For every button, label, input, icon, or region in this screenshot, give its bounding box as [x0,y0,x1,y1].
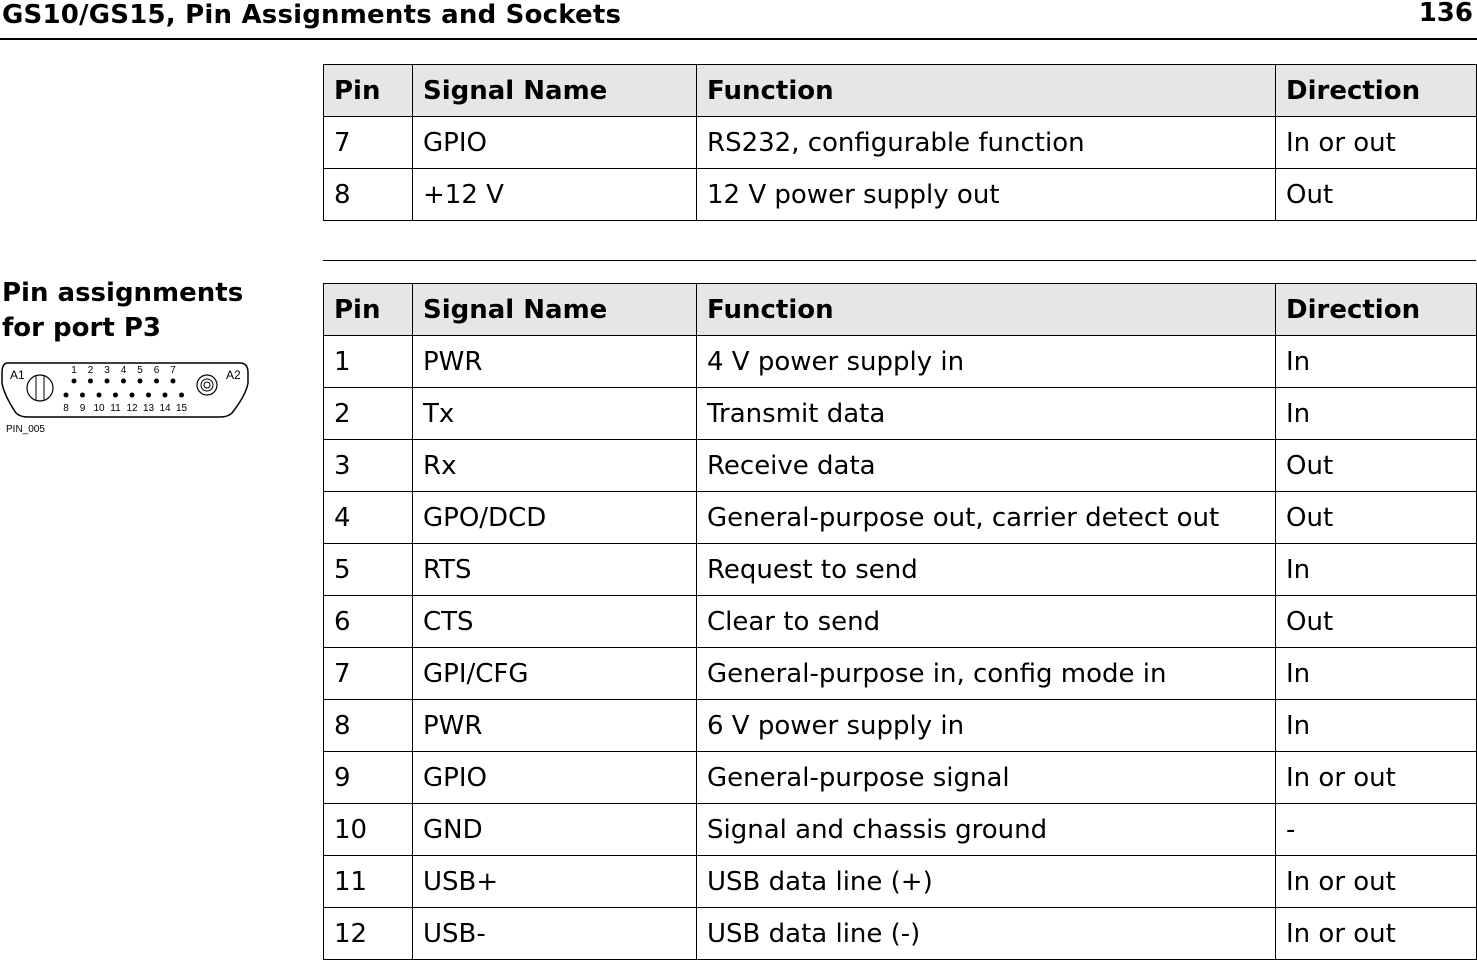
cell-pin: 6 [324,596,413,648]
section-heading [2,276,243,346]
cell-pin: 5 [324,544,413,596]
cell-pin: 1 [324,336,413,388]
connector-pin-label: 5 [137,365,143,376]
connector-pin-dot [72,379,77,384]
table-row [324,752,1477,804]
connector-pin-label: 4 [120,365,127,376]
connector-label-a1: A1 [10,368,25,382]
connector-pin-dot [97,393,102,398]
connector-pin-dot [154,379,159,384]
cell-signal-name: PWR [413,700,697,752]
connector-pin-dot [80,393,85,398]
connector-pin-label: 9 [79,403,86,414]
connector-pin-dot [146,393,151,398]
connector-pin-dot [130,393,135,398]
table-row [324,388,1477,440]
cell-direction: In [1276,336,1477,388]
section-divider [323,260,1476,261]
column-header-direction: Direction [1276,284,1477,336]
page-header [0,0,1477,40]
cell-direction: In or out [1276,856,1477,908]
cell-function: General-purpose signal [697,752,1276,804]
connector-pin-dot [113,393,118,398]
cell-pin: 4 [324,492,413,544]
table-row [324,908,1477,960]
connector-pin-dot [121,379,126,384]
connector-pin-label: 13 [142,403,155,414]
connector-pin-label: 11 [110,403,121,414]
column-header-pin: Pin [324,284,413,336]
cell-direction: In [1276,388,1477,440]
section-heading-line2: for port P3 [2,313,161,343]
cell-signal-name: USB+ [413,856,697,908]
cell-signal-name: Rx [413,440,697,492]
column-header-function: Function [697,65,1276,117]
cell-function: USB data line (-) [697,908,1276,960]
cell-signal-name: GPIO [413,752,697,804]
section-heading-line1: Pin assignments [2,278,244,308]
cell-pin: 11 [324,856,413,908]
table-row [324,856,1477,908]
connector-pin-dot [64,393,69,398]
connector-pin-label: 15 [175,403,188,414]
cell-signal-name: USB- [413,908,697,960]
connector-pin-label: 10 [93,403,105,414]
pin-table-continued [323,64,1477,221]
cell-pin: 12 [324,908,413,960]
cell-pin: 2 [324,388,413,440]
column-header-signal-name: Signal Name [413,284,697,336]
cell-direction: Out [1276,492,1477,544]
page-title: GS10/GS15, Pin Assignments and Sockets [2,0,622,30]
cell-signal-name: +12 V [413,169,697,221]
table-row [324,596,1477,648]
cell-direction: In [1276,544,1477,596]
cell-function: Receive data [697,440,1276,492]
connector-pin-label: 14 [159,403,171,414]
connector-label-a2: A2 [226,368,241,382]
connector-pin-dot [179,393,184,398]
cell-function: Transmit data [697,388,1276,440]
table-row [324,440,1477,492]
cell-direction: Out [1276,596,1477,648]
connector-pin-label: 8 [63,403,69,414]
cell-direction: In [1276,700,1477,752]
cell-pin: 10 [324,804,413,856]
cell-signal-name: GND [413,804,697,856]
cell-direction: Out [1276,440,1477,492]
connector-pin-label: 12 [126,403,138,414]
column-header-signal-name: Signal Name [413,65,697,117]
cell-direction: In [1276,648,1477,700]
table-row [324,648,1477,700]
table-row [324,117,1477,169]
cell-signal-name: GPO/DCD [413,492,697,544]
cell-direction: In or out [1276,117,1477,169]
table-row [324,169,1477,221]
cell-pin: 8 [324,169,413,221]
connector-pin-label: 6 [153,365,160,376]
cell-pin: 8 [324,700,413,752]
cell-function: RS232, configurable function [697,117,1276,169]
cell-direction: Out [1276,169,1477,221]
cell-signal-name: CTS [413,596,697,648]
page-number: 136 [1418,0,1473,28]
cell-pin: 3 [324,440,413,492]
cell-function: General-purpose in, config mode in [697,648,1276,700]
coax-socket-inner [204,382,210,388]
cell-direction: - [1276,804,1477,856]
connector-pin-dot [88,379,93,384]
table-row [324,804,1477,856]
cell-pin: 9 [324,752,413,804]
cell-function: 12 V power supply out [697,169,1276,221]
port-p3-connector-diagram [0,355,252,425]
cell-function: USB data line (+) [697,856,1276,908]
cell-function: Signal and chassis ground [697,804,1276,856]
cell-pin: 7 [324,648,413,700]
connector-pin-dot [105,379,110,384]
cell-signal-name: GPIO [413,117,697,169]
connector-pin-dot [171,379,176,384]
cell-function: General-purpose out, carrier detect out [697,492,1276,544]
table-row [324,492,1477,544]
table-row [324,544,1477,596]
cell-function: 4 V power supply in [697,336,1276,388]
connector-pin-label: 3 [104,365,110,376]
cell-direction: In or out [1276,908,1477,960]
cell-function: 6 V power supply in [697,700,1276,752]
cell-signal-name: RTS [413,544,697,596]
column-header-direction: Direction [1276,65,1477,117]
table-header-row [324,284,1477,336]
connector-screw-left [27,375,53,401]
connector-pin-label: 1 [71,365,77,376]
cell-pin: 7 [324,117,413,169]
column-header-function: Function [697,284,1276,336]
cell-direction: In or out [1276,752,1477,804]
cell-function: Request to send [697,544,1276,596]
table-row [324,700,1477,752]
table-row [324,336,1477,388]
connector-pin-label: 7 [170,365,176,376]
cell-signal-name: PWR [413,336,697,388]
connector-pin-label: 2 [87,365,94,376]
connector-pin-dot [138,379,143,384]
connector-pin-dot [163,393,168,398]
column-header-pin: Pin [324,65,413,117]
cell-signal-name: GPI/CFG [413,648,697,700]
figure-caption: PIN_005 [6,424,45,435]
pin-table-port-p3 [323,283,1477,960]
table-header-row [324,65,1477,117]
cell-signal-name: Tx [413,388,697,440]
cell-function: Clear to send [697,596,1276,648]
